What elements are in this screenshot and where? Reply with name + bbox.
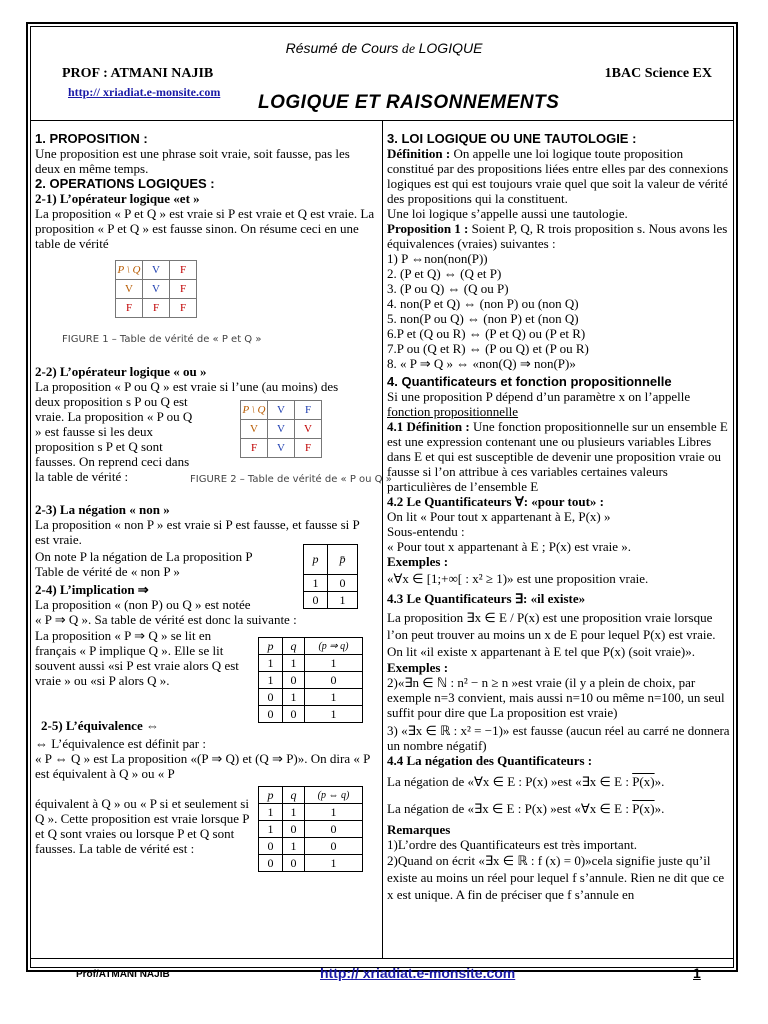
definition-4-1: 4.1 Définition : Une fonction propositionnelle sur un ensemble E est une expression contenant une ou plusieurs variables Libres dans E et qui est susceptible de devenir une proposition vraie ou fausse si l’on attribue à ces variables certaines valeurs particulières de l’ensemble E <box>387 419 728 494</box>
section-2-4-body <box>35 628 250 688</box>
course-summary-title: Résumé de Cours de LOGIQUE <box>285 40 483 57</box>
footer-website-link[interactable]: http:// xriadiat.e-monsite.com <box>320 965 516 981</box>
section-2-title: 2. OPERATIONS LOGIQUES : <box>35 176 215 191</box>
section-2-4-text: La proposition « P ⇒ Q » se lit en français « P implique Q ». Elle se lit souvent aussi «si P est vraie alors Q est vraie » ou «si P alors Q ». <box>35 628 239 688</box>
footer-author: Prof/ATMANI NAJIB <box>76 969 170 980</box>
section-1-title: 1. PROPOSITION : <box>35 131 148 146</box>
section-4-title: 4. Quantificateurs et fonction propositionnelle <box>387 374 672 389</box>
and-truth-table: P \ Q V F V V F F F F <box>115 260 197 318</box>
section-2-5-line2: « P ⇔ Q » est La proposition «(P ⇒ Q) et (Q ⇒ P)». On dira « P est équivalent à Q » ou « P <box>35 751 370 781</box>
section-2-5-line1: ⇔ L’équivalence est définit par : <box>35 736 206 751</box>
law-item: 7.P ou (Q et R) ⇔ (P ou Q) et (P ou R) <box>387 341 589 356</box>
section-2-2-text: deux proposition s P ou Q est vraie. La proposition « P ou Q » est fausse si les deux proposition s P et Q sont fausses. On reprend ceci dans la table de vérité : <box>35 394 193 484</box>
section-2-5-text: équivalent à Q » ou « P si et seulement si Q ». Cette proposition est vraie lorsque P et Q sont vraies ou lorsque P et Q sont fausses. La table de vérité est : <box>35 796 249 856</box>
section-2-5-title: 2-5) L’équivalence ⇔ <box>41 718 159 733</box>
section-2-4-line2: « P ⇒ Q ». Sa table de vérité est donc la suivante : <box>35 612 297 627</box>
negation-existential: La négation de «∃x ∈ E : P(x) »est «∀x ∈ E : P(x)». <box>387 801 665 816</box>
section-1-text: Une proposition est une phrase soit vraie, soit fausse, pas les deux en même temps. <box>35 146 350 176</box>
section-4-intro: Si une proposition P dépend d’un paramètre x on l’appelle <box>387 389 691 404</box>
page-number: 1 <box>693 965 701 981</box>
right-column <box>387 131 732 903</box>
section-2-1-text: La proposition « P et Q » est vraie si P est vraie et Q est vraie. La proposition « P et Q » est fausse sinon. On résume ceci en une table de vérité <box>35 206 375 251</box>
negation-note: On note P la négation de La proposition P <box>35 549 253 564</box>
negation-universal: La négation de «∀x ∈ E : P(x) »est «∃x ∈ E : P(x)». <box>387 774 665 789</box>
left-column <box>35 131 375 251</box>
definition-paragraph: Définition : On appelle une loi logique toute proposition constitué par des propositions liées entre elles par des connexions logiques est qui est toujours vraie quel que soit la valeur de vérité des propositions qui la constituent. <box>387 146 729 206</box>
website-link[interactable]: http:// xriadiat.e-monsite.com <box>68 85 221 99</box>
class-level: 1BAC Science EX <box>604 66 712 81</box>
section-2-4-line1: La proposition « (non P) ou Q » est notée <box>35 597 251 612</box>
law-item: 8. « P ⇒ Q » ⇔ «non(Q) ⇒ non(P)» <box>387 356 576 371</box>
negation-table-label: Table de vérité de « non P » <box>35 564 180 579</box>
section-4-4-title: 4.4 La négation des Quantificateurs : <box>387 753 593 768</box>
section-2-2-title: 2-2) L’opérateur logique « ou » <box>35 364 207 379</box>
section-4-3-title: 4.3 Le Quantificateurs ∃: «il existe» <box>387 591 586 606</box>
propositional-function-term: fonction propositionnelle <box>387 404 519 419</box>
or-truth-table: P \ Q V F V V V F V F <box>240 400 322 458</box>
section-2-3-title: 2-3) La négation « non » <box>35 502 170 517</box>
figure-1-caption: FIGURE 1 – Table de vérité de « P et Q » <box>62 334 262 345</box>
figure-2-caption: FIGURE 2 – Table de vérité de « P ou Q » <box>190 474 392 485</box>
section-2-4-title: 2-4) L’implication ⇒ <box>35 582 149 597</box>
remark-1: 1)L’ordre des Quantificateurs est très important. <box>387 837 638 852</box>
law-item: 4. non(P et Q) ⇔ (non P) ou (non Q) <box>387 296 579 311</box>
law-item: 6.P et (Q ou R) ⇔ (P et Q) ou (P et R) <box>387 326 586 341</box>
author-name: PROF : ATMANI NAJIB <box>62 66 214 81</box>
column-divider <box>382 120 383 958</box>
law-item: 1) P ⇔non(non(P)) <box>387 251 488 266</box>
section-2-2-body <box>35 394 200 484</box>
section-2-3-text: La proposition « non P » est vraie si P est fausse, et fausse si P est vraie. <box>35 517 360 547</box>
section-4-2-line3: « Pour tout x appartenant à E ; P(x) est vraie ». <box>387 539 632 554</box>
law-item: 5. non(P ou Q) ⇔ (non P) et (non Q) <box>387 311 579 326</box>
section-2-3 <box>35 502 375 547</box>
section-3-title: 3. LOI LOGIQUE OU UNE TAUTOLOGIE : <box>387 131 637 146</box>
existential-definition: La proposition ∃x ∈ E / P(x) est une proposition vraie lorsque l’on peut trouver au moins un x de E pour lequel P(x) est vraie. On lit «il existe x appartenant à E tel que P(x) (soit vraie)». <box>387 610 716 659</box>
examples-label: Exemples : <box>387 554 449 569</box>
existential-example-3: 3) «∃x ∈ ℝ : x² = −1)» est fausse (aucun réel au carré ne donnera un nombre négatif) <box>387 723 730 753</box>
section-2-3-note <box>35 549 295 579</box>
law-item: 3. (P ou Q) ⇔ (Q ou P) <box>387 281 509 296</box>
tautology-note: Une loi logique s’appelle aussi une tautologie. <box>387 206 628 221</box>
footer-divider <box>30 958 734 959</box>
section-2-4 <box>35 582 375 627</box>
law-item: 2. (P et Q) ⇔ (Q et P) <box>387 266 502 281</box>
section-4-2-line2: Sous-entendu : <box>387 524 465 539</box>
existential-example-2: 2)«∃n ∈ ℕ : n² − n ≥ n »est vraie (il y a plein de choix, par exemple n=3 convient, mais aussi n=10 ou même n=100, un seul suffit pour dire que La proposition est vraie) <box>387 675 725 720</box>
document-main-title: LOGIQUE ET RAISONNEMENTS <box>258 92 560 113</box>
remarks-label: Remarques <box>387 822 451 837</box>
section-2-2-line1: La proposition « P ou Q » est vraie si l’une (au moins) des <box>35 379 339 394</box>
implication-truth-table: p q (p ⇒ q) 1 1 1 1 0 0 0 1 1 0 0 1 <box>258 637 363 723</box>
universal-example: «∀x ∈ [1;+∞[ : x² ≥ 1)» est une proposition vraie. <box>387 571 649 586</box>
remark-2: 2)Quand on écrit «∃x ∈ ℝ : f (x) = 0)»cela signifie juste qu’il existe au moins un réel pour lequel f s’annule. Rien ne dit que ce x est unique. A fin de préciser que f s’annule en <box>387 853 725 902</box>
section-2-2 <box>35 364 375 394</box>
examples-label: Exemples : <box>387 660 449 675</box>
equivalence-truth-table: p q (p ⇔ q) 1 1 1 1 0 0 0 1 0 0 0 1 <box>258 786 363 872</box>
section-4-2-title: 4.2 Le Quantificateurs ∀: «pour tout» : <box>387 494 605 509</box>
not-truth-table: p p̄ 1 0 0 1 <box>303 544 358 609</box>
section-2-1-title: 2-1) L’opérateur logique «et » <box>35 191 200 206</box>
section-4-2-line1: On lit « Pour tout x appartenant à E, P(x) » <box>387 509 611 524</box>
proposition-1: Proposition 1 : Soient P, Q, R trois proposition s. Nous avons les équivalences (vraies) suivantes : <box>387 221 728 251</box>
section-2-5 <box>35 718 375 781</box>
section-2-5-body <box>35 796 253 856</box>
